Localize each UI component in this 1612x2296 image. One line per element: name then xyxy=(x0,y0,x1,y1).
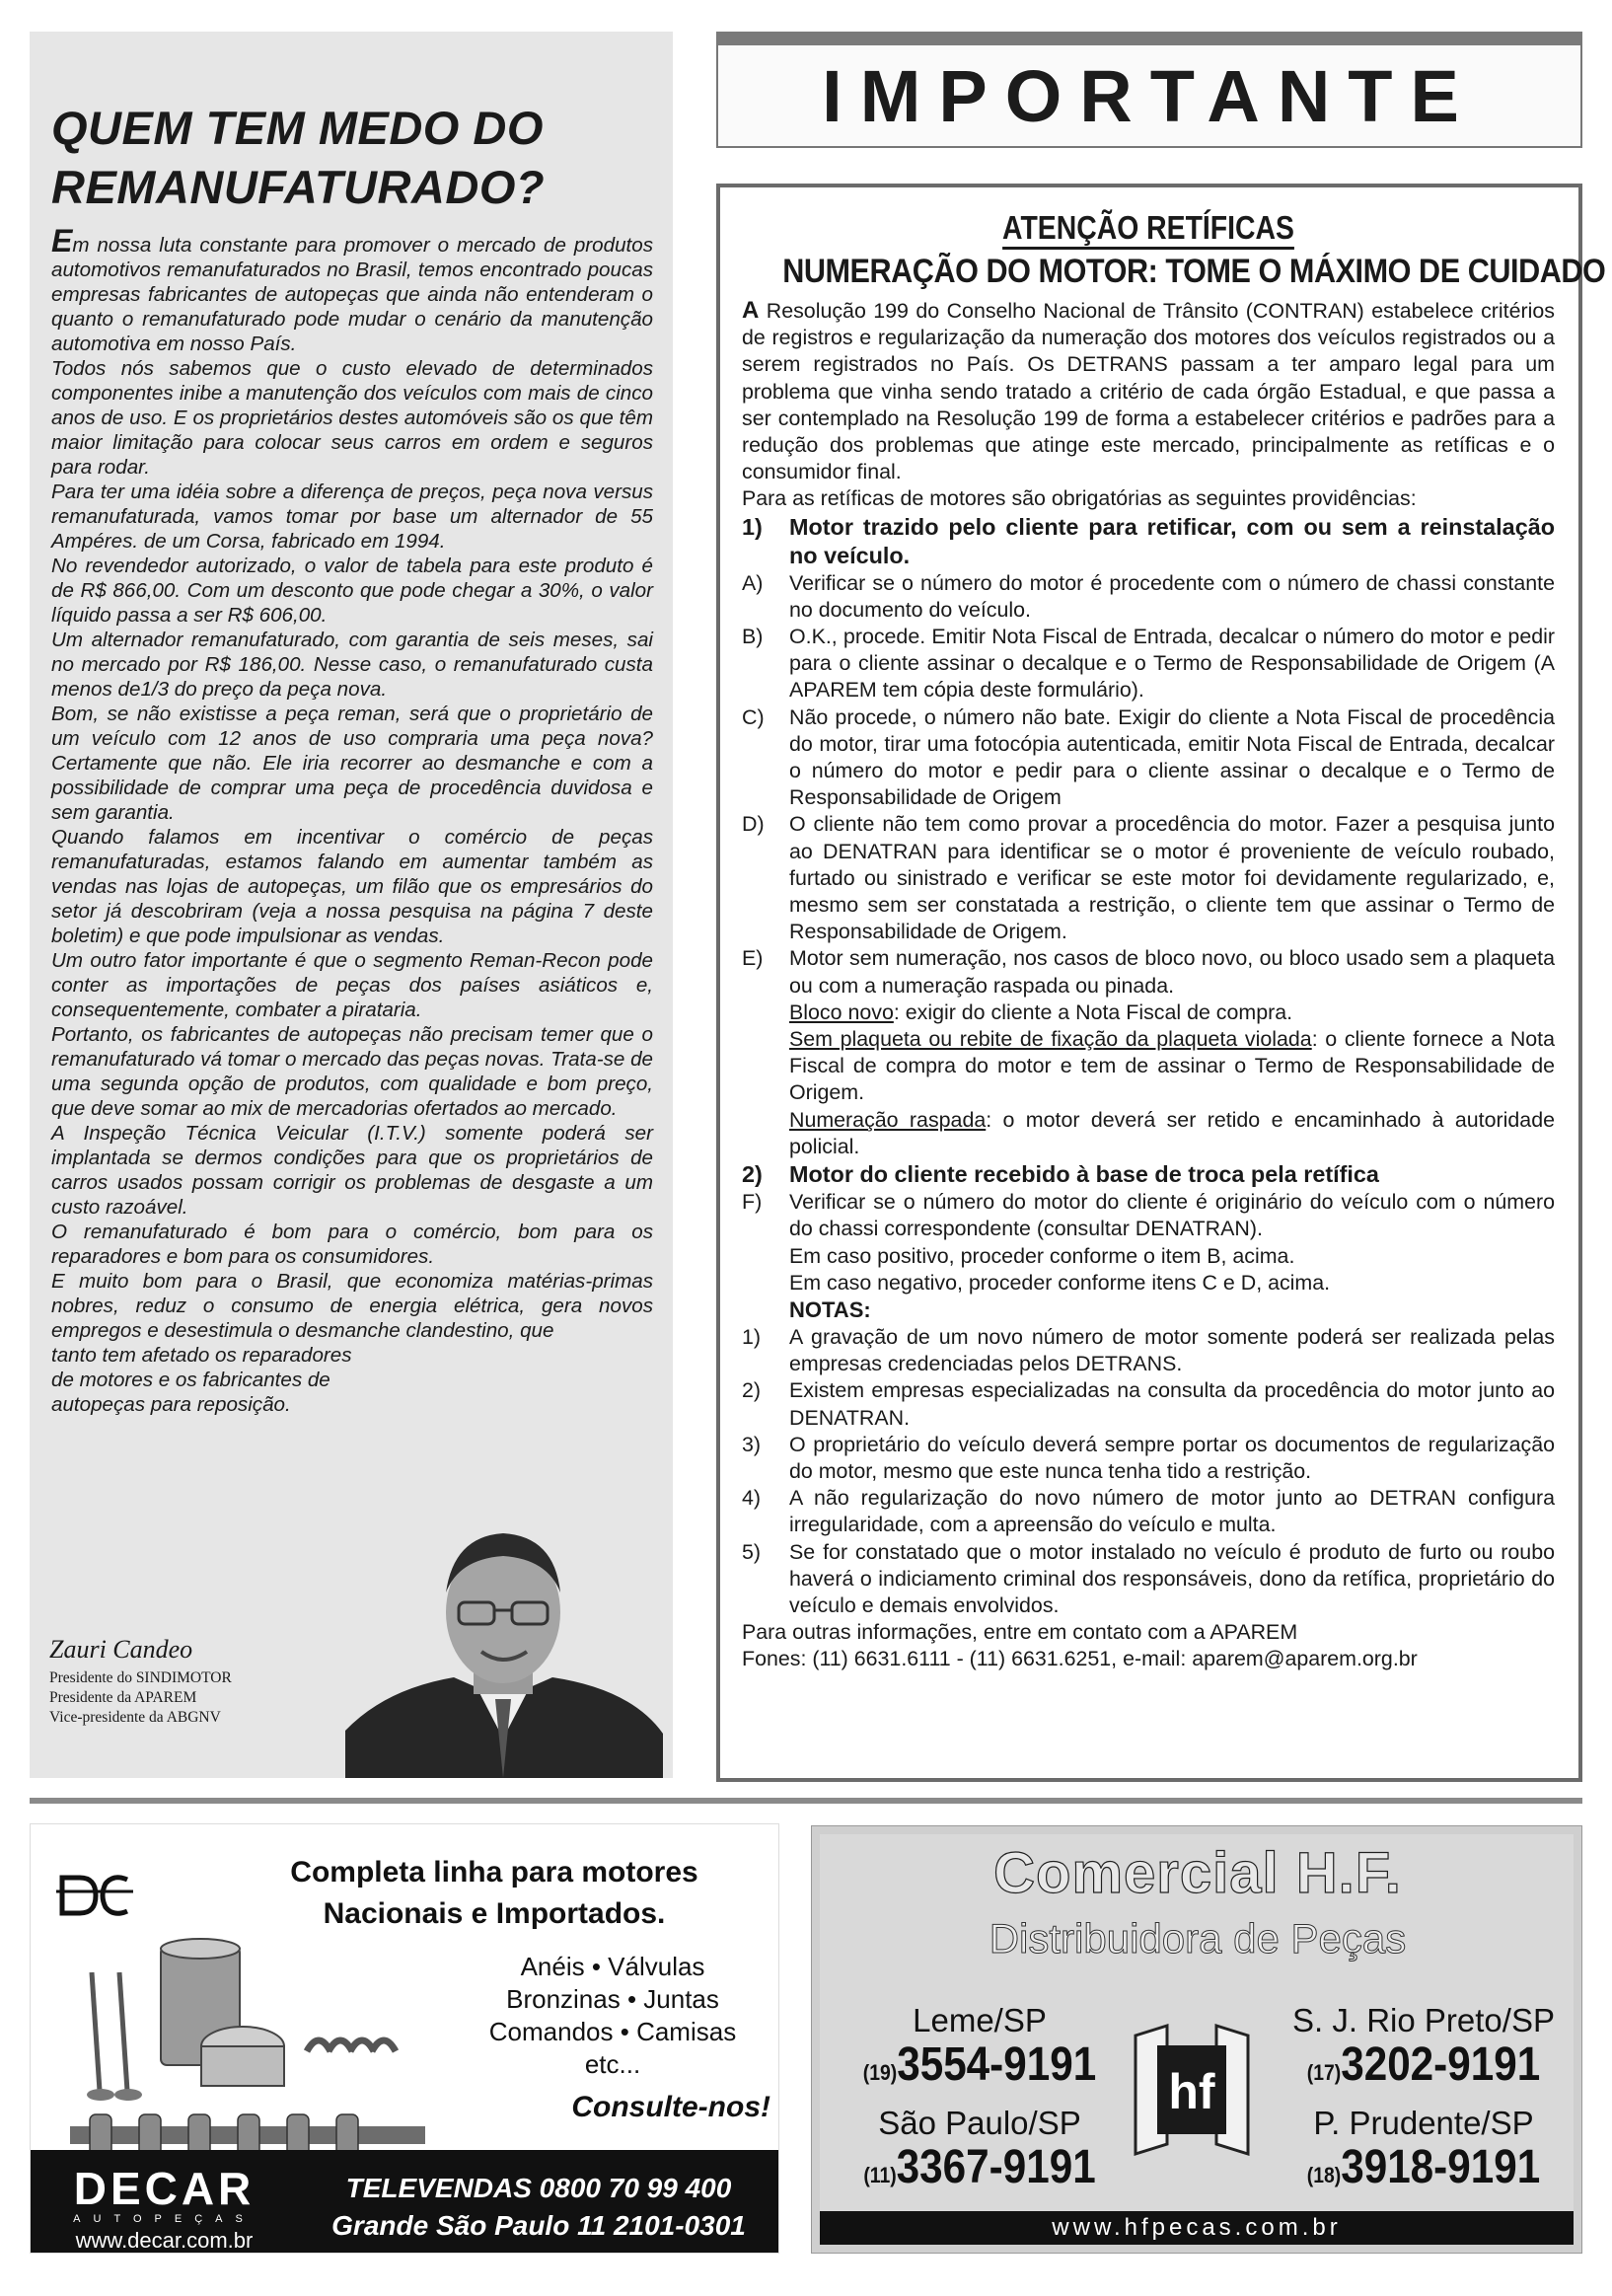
author-portrait xyxy=(345,1502,663,1778)
item-marker: E) xyxy=(742,946,764,971)
bloco-novo-rule xyxy=(742,1000,1555,1026)
paragraph: A Inspeção Técnica Veicular (I.T.V.) somente poderá ser implantada se dermos condições para que os proprietários de carros usados possam corrigir os problemas de desgaste a um custo razoável. xyxy=(51,1122,653,1219)
hf-title: Comercial H.F. xyxy=(993,1841,1402,1905)
paragraph: Um alternador remanufaturado, com garantia de seis meses, sai no mercado por R$ 186,00. Nesse caso, o remanufaturado custa menos de1/3 do preço da peça nova. xyxy=(51,629,653,701)
city-label: S. J. Rio Preto/SP xyxy=(1292,2002,1555,2038)
hf-logo xyxy=(1128,2016,1256,2164)
rule-text: : o motor deverá ser retido e encaminhado à autoridade policial. xyxy=(789,1107,1555,1158)
paragraph: Quando falamos em incentivar o comércio de peças remanufaturadas, estamos falando em aumentar também as vendas nas lojas de autopeças, um filão que os empresários do setor já descobriram (veja a nossa pesquisa na página 7 deste boletim) e que pode impulsionar as vendas. xyxy=(51,826,653,947)
note-item xyxy=(742,1432,1555,1485)
area-code: (19) xyxy=(862,2060,898,2085)
item-text: Existem empresas especializadas na consulta da procedência do motor junto ao DENATRAN. xyxy=(789,1378,1555,1430)
parts-line: Bronzinas • Juntas xyxy=(506,1984,719,2014)
section-1 xyxy=(742,513,1555,570)
paragraph: E muito bom para o Brasil, que economiza matérias-primas nobres, reduz o consumo de energia elétrica, gera novos empregos e desestimula o desmanche clandestino, que xyxy=(51,1270,653,1342)
author-role: Presidente da APAREM xyxy=(49,1689,197,1706)
item-marker: D) xyxy=(742,812,765,837)
phone-number xyxy=(849,2037,1110,2092)
title-line-1: QUEM TEM MEDO DO xyxy=(51,102,544,154)
hf-url[interactable]: www.hfpecas.com.br xyxy=(820,2211,1574,2245)
phone-number xyxy=(1293,2140,1554,2194)
section-marker: 1) xyxy=(742,513,763,540)
paragraph: Bom, se não existisse a peça reman, será que o proprietário de um veículo com 12 anos de uso compraria uma peça nova? Certamente que não. Ele iria recorrer ao desmanche e com a possibilidade de comprar uma peça de procedência duvidosa e sem garantia. xyxy=(51,703,653,824)
note-item xyxy=(742,1377,1555,1431)
item-marker: A) xyxy=(742,570,764,595)
item-text: A não regularização do novo número de motor junto ao DETRAN configura irregularidade, com a apreensão do veículo e multa. xyxy=(789,1486,1555,1537)
item-marker: 2) xyxy=(742,1378,762,1403)
author-role: Presidente do SINDIMOTOR xyxy=(49,1669,232,1686)
hf-advertisement xyxy=(811,1825,1582,2254)
item-text: Verificar se o número do motor é procedente com o número de chassi constante no documento do veículo. xyxy=(789,570,1555,622)
area-code: (18) xyxy=(1306,2163,1342,2187)
section-2 xyxy=(742,1160,1555,1189)
decar-url: www.decar.com.br xyxy=(75,2228,254,2253)
importante-banner xyxy=(716,32,1582,148)
parts-line: etc... xyxy=(584,2049,641,2079)
item-text: O.K., procede. Emitir Nota Fiscal de Entrada, decalcar o número do motor e pedir para o cliente assinar o decalque e o Termo de Responsabilidade de Origem (A APAREM tem cópia deste formulário). xyxy=(789,625,1555,703)
phone-digits: 3554-9191 xyxy=(897,2038,1097,2091)
closing-line: tanto tem afetado os reparadores xyxy=(51,1344,352,1367)
item-marker: 1) xyxy=(742,1324,762,1349)
dc-logo xyxy=(56,1848,135,1927)
note-item xyxy=(742,1539,1555,1620)
decar-advertisement xyxy=(30,1823,779,2254)
brand-name: DECAR xyxy=(73,2163,256,2214)
city-label: Leme/SP xyxy=(913,2002,1047,2038)
decar-headline xyxy=(238,1852,751,1935)
section-title: Motor do cliente recebido à base de troca pela retífica xyxy=(789,1161,1379,1188)
decar-phones xyxy=(307,2170,770,2245)
parts-line: Comandos • Camisas xyxy=(488,2017,737,2046)
banner-title: IMPORTANTE xyxy=(822,54,1477,137)
paragraph: Todos nós sabemos que o custo elevado de determinados componentes inibe a manutenção dos veículos com mais de cinco anos de uso. E os proprietários destes automóveis são os que têm maior limitação para colocar seus carros em ordem e seguros para rodar. xyxy=(51,357,653,479)
parts-list xyxy=(465,1951,761,2081)
consult-cta: Consulte-nos! xyxy=(571,2091,770,2123)
item-marker: 3) xyxy=(742,1432,762,1456)
title-line-2: REMANUFATURADO? xyxy=(51,161,546,213)
intro-paragraph xyxy=(742,297,1555,485)
rule-text: : o cliente fornece a Nota Fiscal de compra do motor e tem de assinar o Termo de Responsabilidade de Origem. xyxy=(789,1027,1555,1105)
item-text: A gravação de um novo número de motor somente poderá ser realizada pelas empresas credenciadas pelos DETRANS. xyxy=(789,1324,1555,1376)
notes-heading: NOTAS: xyxy=(789,1296,871,1322)
intro-text: Resolução 199 do Conselho Nacional de Trânsito (CONTRAN) estabelece critérios de registros e regularização da numeração dos motores dos veículos registrados ou a serem registrados no País. Os DETRANS passam a ter amparo legal para um problema que vinha sendo tratado a critério de cada órgão Estadual, e que passa a ser contemplado na Resolução 199 de forma a estabelecer critérios e padrões para a redução dos problemas que atinge este mercado, principalmente as retíficas e o consumidor final. xyxy=(742,299,1555,484)
drop-letter: A xyxy=(742,297,760,324)
hf-logo-text: hf xyxy=(1168,2064,1215,2119)
case-negative: Em caso negativo, proceder conforme itens C e D, acima. xyxy=(789,1270,1331,1295)
area-code: (11) xyxy=(863,2163,897,2187)
paragraph: Para ter uma idéia sobre a diferença de preços, peça nova versus remanufaturada, vamos tomar por base um alternador de 55 Ampéres. de um Corsa, fabricado em 1994. xyxy=(51,481,653,553)
item-text: Se for constatado que o motor instalado no veículo é produto de furto ou roubo haverá o indiciamento criminal dos responsáveis, dono da retífica, proprietário do veículo e demais envolvidos. xyxy=(789,1539,1555,1617)
contact-line: Para outras informações, entre em contato com a APAREM xyxy=(742,1620,1298,1645)
phone-digits: 3918-9191 xyxy=(1341,2141,1541,2193)
section-marker: 2) xyxy=(742,1161,763,1188)
headline-line: Completa linha para motores xyxy=(290,1856,698,1889)
paragraph: Portanto, os fabricantes de autopeças não precisam temer que o remanufaturado vá tomar o mercado das peças novas. Trata-se de uma segunda opção de produtos, com qualidade e bom preço, que deve somar ao mix de mercadorias ofertados ao mercado. xyxy=(51,1023,653,1120)
paragraph: No revendedor autorizado, o valor de tabela para este produto é de R$ 866,00. Com um desconto que pode chegar a 30%, o valor líquido passa a ser R$ 606,00. xyxy=(51,555,653,627)
phone-digits: 3367-9191 xyxy=(896,2141,1096,2193)
item-marker: B) xyxy=(742,625,764,649)
item-text: Não procede, o número não bate. Exigir do cliente a Nota Fiscal de procedência do motor, tirar uma fotocópia autenticada, emitir Nota Fiscal de Entrada, decalcar o número do motor e pedir para o cliente assinar o decalque e o Termo de Responsabilidade de Origem xyxy=(789,704,1555,810)
list-item xyxy=(742,1189,1555,1242)
editorial-title xyxy=(51,99,653,217)
grande-sp-line: Grande São Paulo 11 2101-0301 xyxy=(331,2210,746,2241)
contact-phones: Fones: (11) 6631.6111 - (11) 6631.6251, e-mail: aparem@aparem.org.br xyxy=(742,1647,1418,1671)
item-marker: F) xyxy=(742,1190,763,1215)
item-text: Verificar se o número do motor do cliente é originário do veículo com o número do chassi correspondente (consultar DENATRAN). xyxy=(789,1190,1555,1241)
engine-parts-illustration xyxy=(70,1933,484,2170)
author-role: Vice-presidente da ABGNV xyxy=(49,1709,221,1726)
rule-text: : exigir do cliente a Nota Fiscal de compra. xyxy=(893,1000,1293,1024)
editorial-body xyxy=(51,223,653,1343)
providencias-line: Para as retíficas de motores são obrigatórias as seguintes providências: xyxy=(742,486,1417,511)
list-item xyxy=(742,945,1555,999)
author-signature xyxy=(49,1635,232,1728)
note-item xyxy=(742,1324,1555,1377)
editorial-column xyxy=(30,32,673,1778)
item-text: O proprietário do veículo deverá sempre portar os documentos de regularização do motor, mesmo que este nunca tenha tido a restrição. xyxy=(789,1432,1555,1483)
closing-line: de motores e os fabricantes de xyxy=(51,1369,330,1391)
paragraph: Um outro fator importante é que o segmento Reman-Recon pode conter as importações de peças dos países asiáticos e, consequentemente, combater a pirataria. xyxy=(51,949,653,1021)
hf-subtitle: Distribuidora de Peças xyxy=(989,1915,1407,1962)
phone-number xyxy=(849,2140,1110,2194)
attention-text: ATENÇÃO RETÍFICAS xyxy=(1002,209,1294,250)
dc-logo-icon xyxy=(56,1848,135,1927)
televendas-line: TELEVENDAS 0800 70 99 400 xyxy=(345,2173,732,2203)
list-item xyxy=(742,811,1555,945)
rule-label: Sem plaqueta ou rebite de fixação da plaqueta violada xyxy=(789,1027,1312,1052)
item-text: Motor sem numeração, nos casos de bloco novo, ou bloco usado sem a plaqueta ou com a numeração raspada ou pinada. xyxy=(789,946,1555,998)
parts-line: Anéis • Válvulas xyxy=(520,1952,705,1981)
notice-headline: NUMERAÇÃO DO MOTOR: TOME O MÁXIMO DE CUIDADO xyxy=(782,253,1606,290)
rule-label: Numeração raspada xyxy=(789,1107,987,1132)
list-item xyxy=(742,704,1555,812)
item-marker: 5) xyxy=(742,1539,762,1564)
closing-lines xyxy=(51,1343,426,1417)
item-marker: 4) xyxy=(742,1486,762,1511)
paragraph: Em nossa luta constante para promover o mercado de produtos automotivos remanufaturados no Brasil, temos encontrado poucas empresas fabricantes de autopeças que ainda não entenderam o quanto o remanufaturado pode mudar o cenário da manutenção automotiva em nosso País. xyxy=(51,223,653,355)
section-title: Motor trazido pelo cliente para retificar, com ou sem a reinstalação no veículo. xyxy=(789,513,1555,568)
headline-line: Nacionais e Importados. xyxy=(323,1897,666,1930)
rule-label: Bloco novo xyxy=(789,1000,894,1024)
paragraph: O remanufaturado é bom para o comércio, bom para os reparadores e bom para os consumidores. xyxy=(51,1221,653,1268)
section-divider xyxy=(30,1798,1582,1804)
item-text: O cliente não tem como provar a procedência do motor. Fazer a pesquisa junto ao DENATRAN para identificar se o motor é proveniente de veículo roubado, furtado ou sinistrado e verificar se este motor foi devidamente regularizado, e, mesmo sem ser constatada a restrição, o cliente tem que assinar o Termo de Responsabilidade de Origem. xyxy=(789,812,1555,944)
brand-tagline: AUTOPEÇAS xyxy=(73,2213,256,2225)
attention-heading xyxy=(799,209,1499,247)
raspada-rule xyxy=(742,1107,1555,1160)
decar-logo xyxy=(48,2165,280,2256)
note-item xyxy=(742,1485,1555,1538)
closing-line: autopeças para reposição. xyxy=(51,1393,291,1416)
retificas-notice xyxy=(716,184,1606,1782)
list-item xyxy=(742,570,1555,624)
city-label: São Paulo/SP xyxy=(878,2105,1081,2141)
city-label: P. Prudente/SP xyxy=(1313,2105,1534,2141)
phone-digits: 3202-9191 xyxy=(1341,2038,1541,2091)
case-positive: Em caso positivo, proceder conforme o item B, acima. xyxy=(789,1243,1295,1268)
author-name: Zauri Candeo xyxy=(49,1635,193,1664)
plaqueta-rule xyxy=(742,1026,1555,1107)
list-item xyxy=(742,624,1555,704)
area-code: (17) xyxy=(1306,2060,1342,2085)
item-marker: C) xyxy=(742,704,765,729)
phone-number xyxy=(1293,2037,1554,2092)
